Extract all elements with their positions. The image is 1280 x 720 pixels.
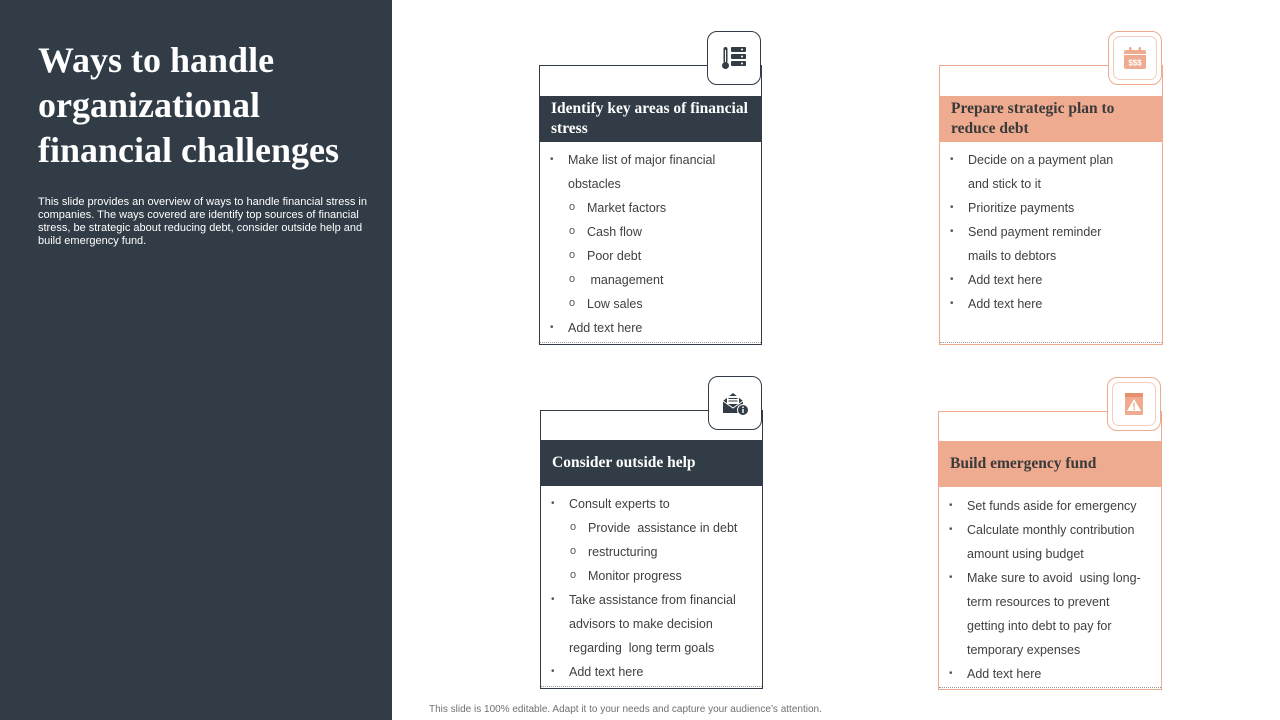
list-item: o Provide assistance in debt: [541, 516, 762, 540]
list-item: • Add text here: [541, 660, 762, 684]
slide-title: Ways to handle organizational financial challenges: [38, 40, 340, 170]
list-item: • Prioritize payments: [940, 196, 1162, 220]
list-item: mails to debtors: [968, 249, 1057, 263]
card-title: Consider outside help: [541, 440, 762, 486]
list-item: amount using budget: [967, 547, 1084, 561]
list-item: • Make list of major financial: [540, 148, 761, 172]
list-item: advisors to make decision: [569, 617, 713, 631]
card-emergency-fund: [938, 411, 1162, 690]
dotted-divider: [939, 687, 1161, 688]
list-item: getting into debt to pay for: [967, 619, 1112, 633]
list-item: • Consult experts to: [541, 492, 762, 516]
svg-text:$$$: $$$: [1128, 58, 1142, 68]
dotted-divider: [540, 342, 761, 343]
card-title: Prepare strategic plan to reduce debt: [940, 96, 1162, 142]
calendar-dollar-icon: [1108, 31, 1162, 85]
card-title: Build emergency fund: [939, 441, 1161, 487]
list-item: • Add text here: [540, 316, 761, 340]
list-item: o management: [540, 268, 761, 292]
list-item: • Add text here: [939, 662, 1161, 686]
list-item: • Set funds aside for emergency: [939, 494, 1161, 518]
list-item: • Take assistance from financial: [541, 588, 762, 612]
list-item: obstacles: [568, 177, 621, 191]
list-item: regarding long term goals: [569, 641, 715, 655]
footer-note: This slide is 100% editable. Adapt it to your needs and capture your audience’s attention.: [429, 704, 822, 715]
list-item: o Poor debt: [540, 244, 761, 268]
card-list: [540, 148, 761, 340]
server-thermometer-icon: [707, 31, 761, 85]
list-item: • Decide on a payment plan: [940, 148, 1162, 172]
list-item: and stick to it: [968, 177, 1041, 191]
slide-description: This slide provides an overview of ways to handle financial stress in companies. The ways covered are identify top sources of financial stress, be strategic about reducing debt, consider outside help and build emergency fund.: [38, 196, 367, 247]
left-panel: [0, 0, 392, 720]
warning-document-icon: [1107, 377, 1161, 431]
card-list: [939, 494, 1161, 686]
list-item: • Send payment reminder: [940, 220, 1162, 244]
dotted-divider: [940, 342, 1162, 343]
list-item: • Make sure to avoid using long-: [939, 566, 1161, 590]
card-title: Identify key areas of financial stress: [540, 96, 761, 142]
card-identify-stress: [539, 65, 762, 345]
dotted-divider: [541, 686, 762, 687]
mail-info-icon: [708, 376, 762, 430]
card-list: [541, 492, 762, 684]
list-item: term resources to prevent: [967, 595, 1110, 609]
list-item: • Calculate monthly contribution: [939, 518, 1161, 542]
list-item: temporary expenses: [967, 643, 1081, 657]
card-reduce-debt: [939, 65, 1163, 345]
list-item: o Market factors: [540, 196, 761, 220]
card-outside-help: [540, 410, 763, 689]
list-item: o Cash flow: [540, 220, 761, 244]
list-item: • Add text here: [940, 268, 1162, 292]
list-item: • Add text here: [940, 292, 1162, 316]
list-item: o restructuring: [541, 540, 762, 564]
card-list: [940, 148, 1162, 316]
list-item: o Monitor progress: [541, 564, 762, 588]
list-item: o Low sales: [540, 292, 761, 316]
